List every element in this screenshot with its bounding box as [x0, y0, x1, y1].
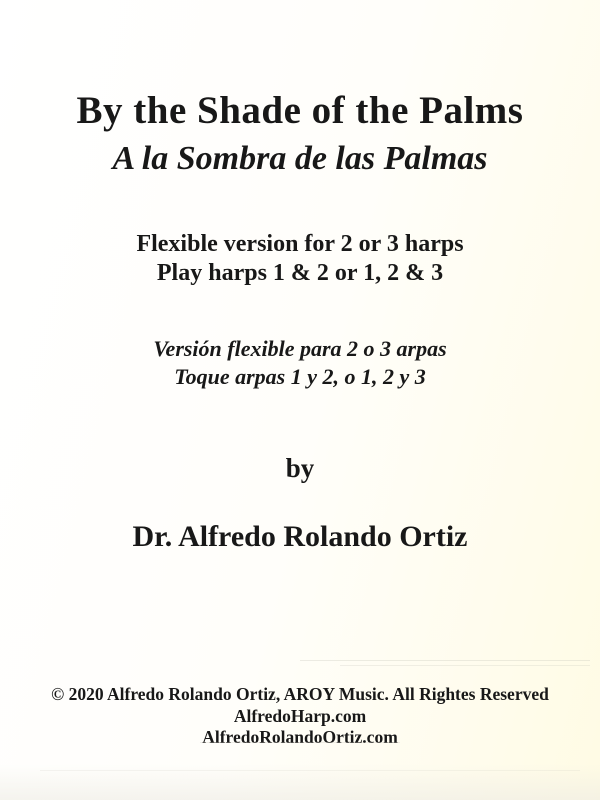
copyright-line: © 2020 Alfredo Rolando Ortiz, AROY Music. All Rightes Reserved [51, 684, 549, 704]
version-note-spanish-line2: Toque arpas 1 y 2, o 1, 2 y 3 [174, 364, 426, 389]
website-alfredoharp: AlfredoHarp.com [233, 706, 367, 726]
version-note-spanish-line1: Versión flexible para 2 o 3 arpas [153, 336, 447, 361]
version-note-english-line1: Flexible version for 2 or 3 harps [136, 231, 464, 257]
version-note-english-line2: Play harps 1 & 2 or 1, 2 & 3 [156, 260, 444, 286]
title-spanish: A la Sombra de las Palmas [112, 140, 488, 177]
byline: by [285, 453, 315, 483]
author-name: Dr. Alfredo Rolando Ortiz [132, 520, 468, 553]
website-alfredorolandoortiz: AlfredoRolandoOrtiz.com [202, 727, 398, 747]
staff-line-bleed [340, 665, 590, 666]
staff-line-bleed [40, 770, 580, 771]
title-english: By the Shade of the Palms [76, 89, 524, 132]
staff-line-bleed [300, 660, 590, 661]
